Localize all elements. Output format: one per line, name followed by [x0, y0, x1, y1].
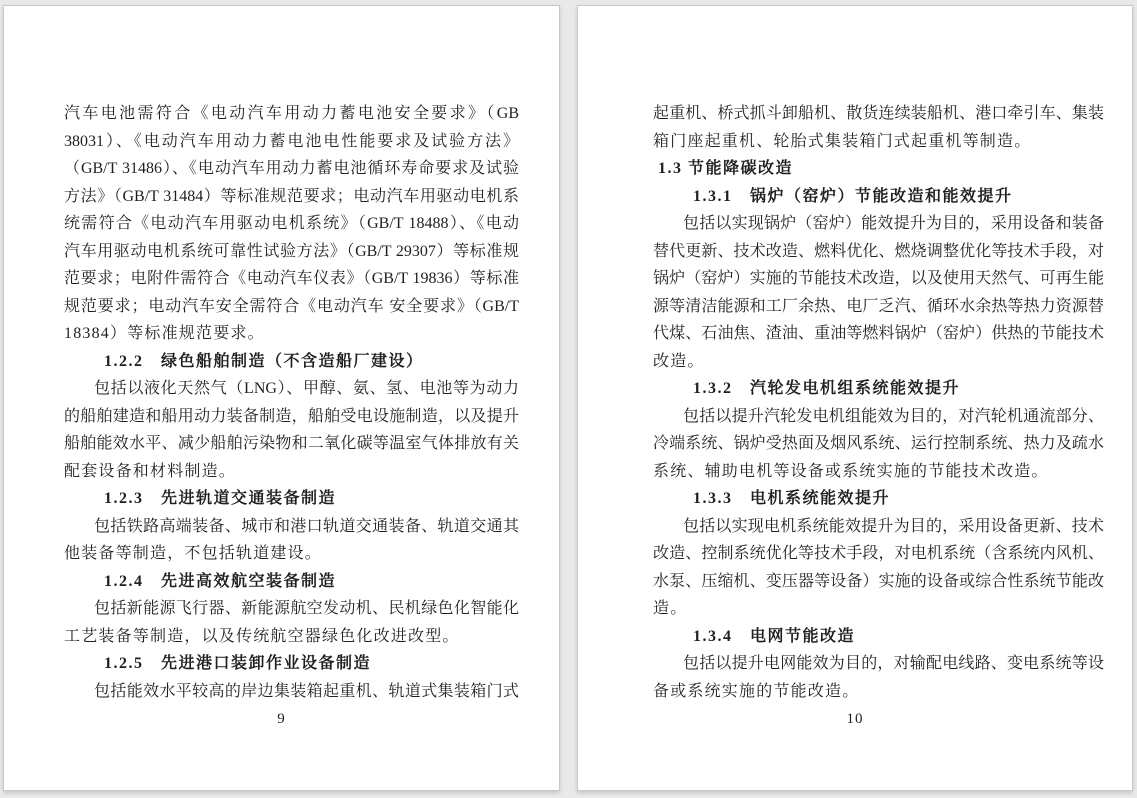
section-heading: 1.3.4 电网节能改造 — [693, 627, 856, 645]
page-text — [64, 100, 519, 705]
text-line: 包括以提升电网能效为目的，对输配电线路、变电系统等设 — [683, 655, 1104, 672]
text-line: （GB/T 31486）、《电动汽车用动力蓄电池循环寿命要求及试验 — [64, 160, 519, 177]
document-page-left — [3, 5, 560, 791]
text-line: 源等清洁能源和工厂余热、电厂乏汽、循环水余热等热力资源替 — [653, 297, 1104, 315]
text-line: 汽车电池需符合《电动汽车用动力蓄电池安全要求》（GB — [64, 105, 519, 122]
text-line: 汽车用驱动电机系统可靠性试验方法》（GB/T 29307）等标准规 — [64, 242, 519, 260]
text-line: 配套设备和材料制造。 — [64, 462, 237, 480]
section-heading: 1.3.2 汽轮发电机组系统能效提升 — [693, 380, 961, 397]
text-line: 包括新能源飞行器、新能源航空发动机、民机绿色化智能化 — [94, 600, 519, 617]
text-line: 造。 — [653, 600, 688, 617]
text-line: 包括以实现电机系统能效提升为目的，采用设备更新、技术 — [683, 517, 1104, 535]
text-line: 水泵、压缩机、变压器等设备）实施的设备或综合性系统节能改 — [653, 572, 1104, 590]
text-line: 包括以实现锅炉（窑炉）能效提升为目的，采用设备和装备 — [683, 215, 1104, 232]
text-line: 38031）、《电动汽车用动力蓄电池电性能要求及试验方法》 — [64, 132, 519, 150]
text-line: 包括能效水平较高的岸边集装箱起重机、轨道式集装箱门式 — [94, 682, 519, 700]
page-text — [653, 100, 1104, 705]
text-line: 备或系统实施的节能改造。 — [653, 682, 860, 700]
section-heading: 1.2.3 先进轨道交通装备制造 — [104, 490, 337, 507]
text-line: 的船舶建造和船用动力装备制造，船舶受电设施制造，以及提升 — [64, 407, 519, 425]
text-line: 锅炉（窑炉）实施的节能技术改造，以及使用天然气、可再生能 — [653, 270, 1104, 287]
text-line: 系统、辅助电机等设备或系统实施的节能技术改造。 — [653, 462, 1049, 480]
section-heading: 1.2.4 先进高效航空装备制造 — [104, 572, 337, 590]
section-heading: 1.2.5 先进港口装卸作业设备制造 — [104, 655, 372, 672]
text-line: 替代更新、技术改造、燃料优化、燃烧调整优化等技术手段，对 — [653, 242, 1104, 260]
text-line: 包括铁路高端装备、城市和港口轨道交通装备、轨道交通其 — [94, 517, 519, 535]
text-line: 他装备等制造，不包括轨道建设。 — [64, 545, 323, 562]
section-heading: 1.2.2 绿色船舶制造（不含造船厂建设） — [104, 352, 424, 370]
text-line: 包括以液化天然气（LNG）、甲醇、氨、氢、电池等为动力 — [94, 380, 519, 397]
text-line: 工艺装备等制造，以及传统航空器绿色化改进改型。 — [64, 627, 460, 645]
text-line: 统需符合《电动汽车用驱动电机系统》（GB/T 18488）、《电动 — [64, 215, 519, 232]
text-line: 起重机、桥式抓斗卸船机、散货连续装船机、港口牵引车、集装 — [653, 105, 1104, 122]
text-line: 改造、控制系统优化等技术手段，对电机系统（含系统内风机、 — [653, 545, 1104, 562]
text-line: 18384）等标准规范要求。 — [64, 325, 265, 342]
text-line: 范要求；电附件需符合《电动汽车仪表》（GB/T 19836）等标准 — [64, 270, 519, 287]
text-line: 箱门座起重机、轮胎式集装箱门式起重机等制造。 — [653, 132, 1032, 150]
text-line: 方法》（GB/T 31484）等标准规范要求；电动汽车用驱动电机系 — [64, 187, 519, 205]
text-line: 船舶能效水平、减少船舶污染物和二氧化碳等温室气体排放有关 — [64, 435, 519, 452]
section-heading: 1.3.1 锅炉（窑炉）节能改造和能效提升 — [693, 187, 1013, 205]
page-number: 10 — [846, 711, 864, 727]
text-line: 包括以提升汽轮发电机组能效为目的，对汽轮机通流部分、 — [683, 407, 1104, 425]
section-heading: 1.3.3 电机系统能效提升 — [693, 490, 891, 507]
page-number: 9 — [277, 711, 286, 727]
text-line: 规范要求；电动汽车安全需符合《电动汽车 安全要求》（GB/T — [64, 297, 519, 315]
text-line: 改造。 — [653, 352, 705, 370]
text-line: 冷端系统、锅炉受热面及烟风系统、运行控制系统、热力及疏水 — [653, 435, 1104, 452]
section-heading: 1.3 节能降碳改造 — [658, 160, 794, 177]
text-line: 代煤、石油焦、渣油、重油等燃料锅炉（窑炉）供热的节能技术 — [653, 325, 1104, 342]
document-page-right — [577, 5, 1133, 791]
